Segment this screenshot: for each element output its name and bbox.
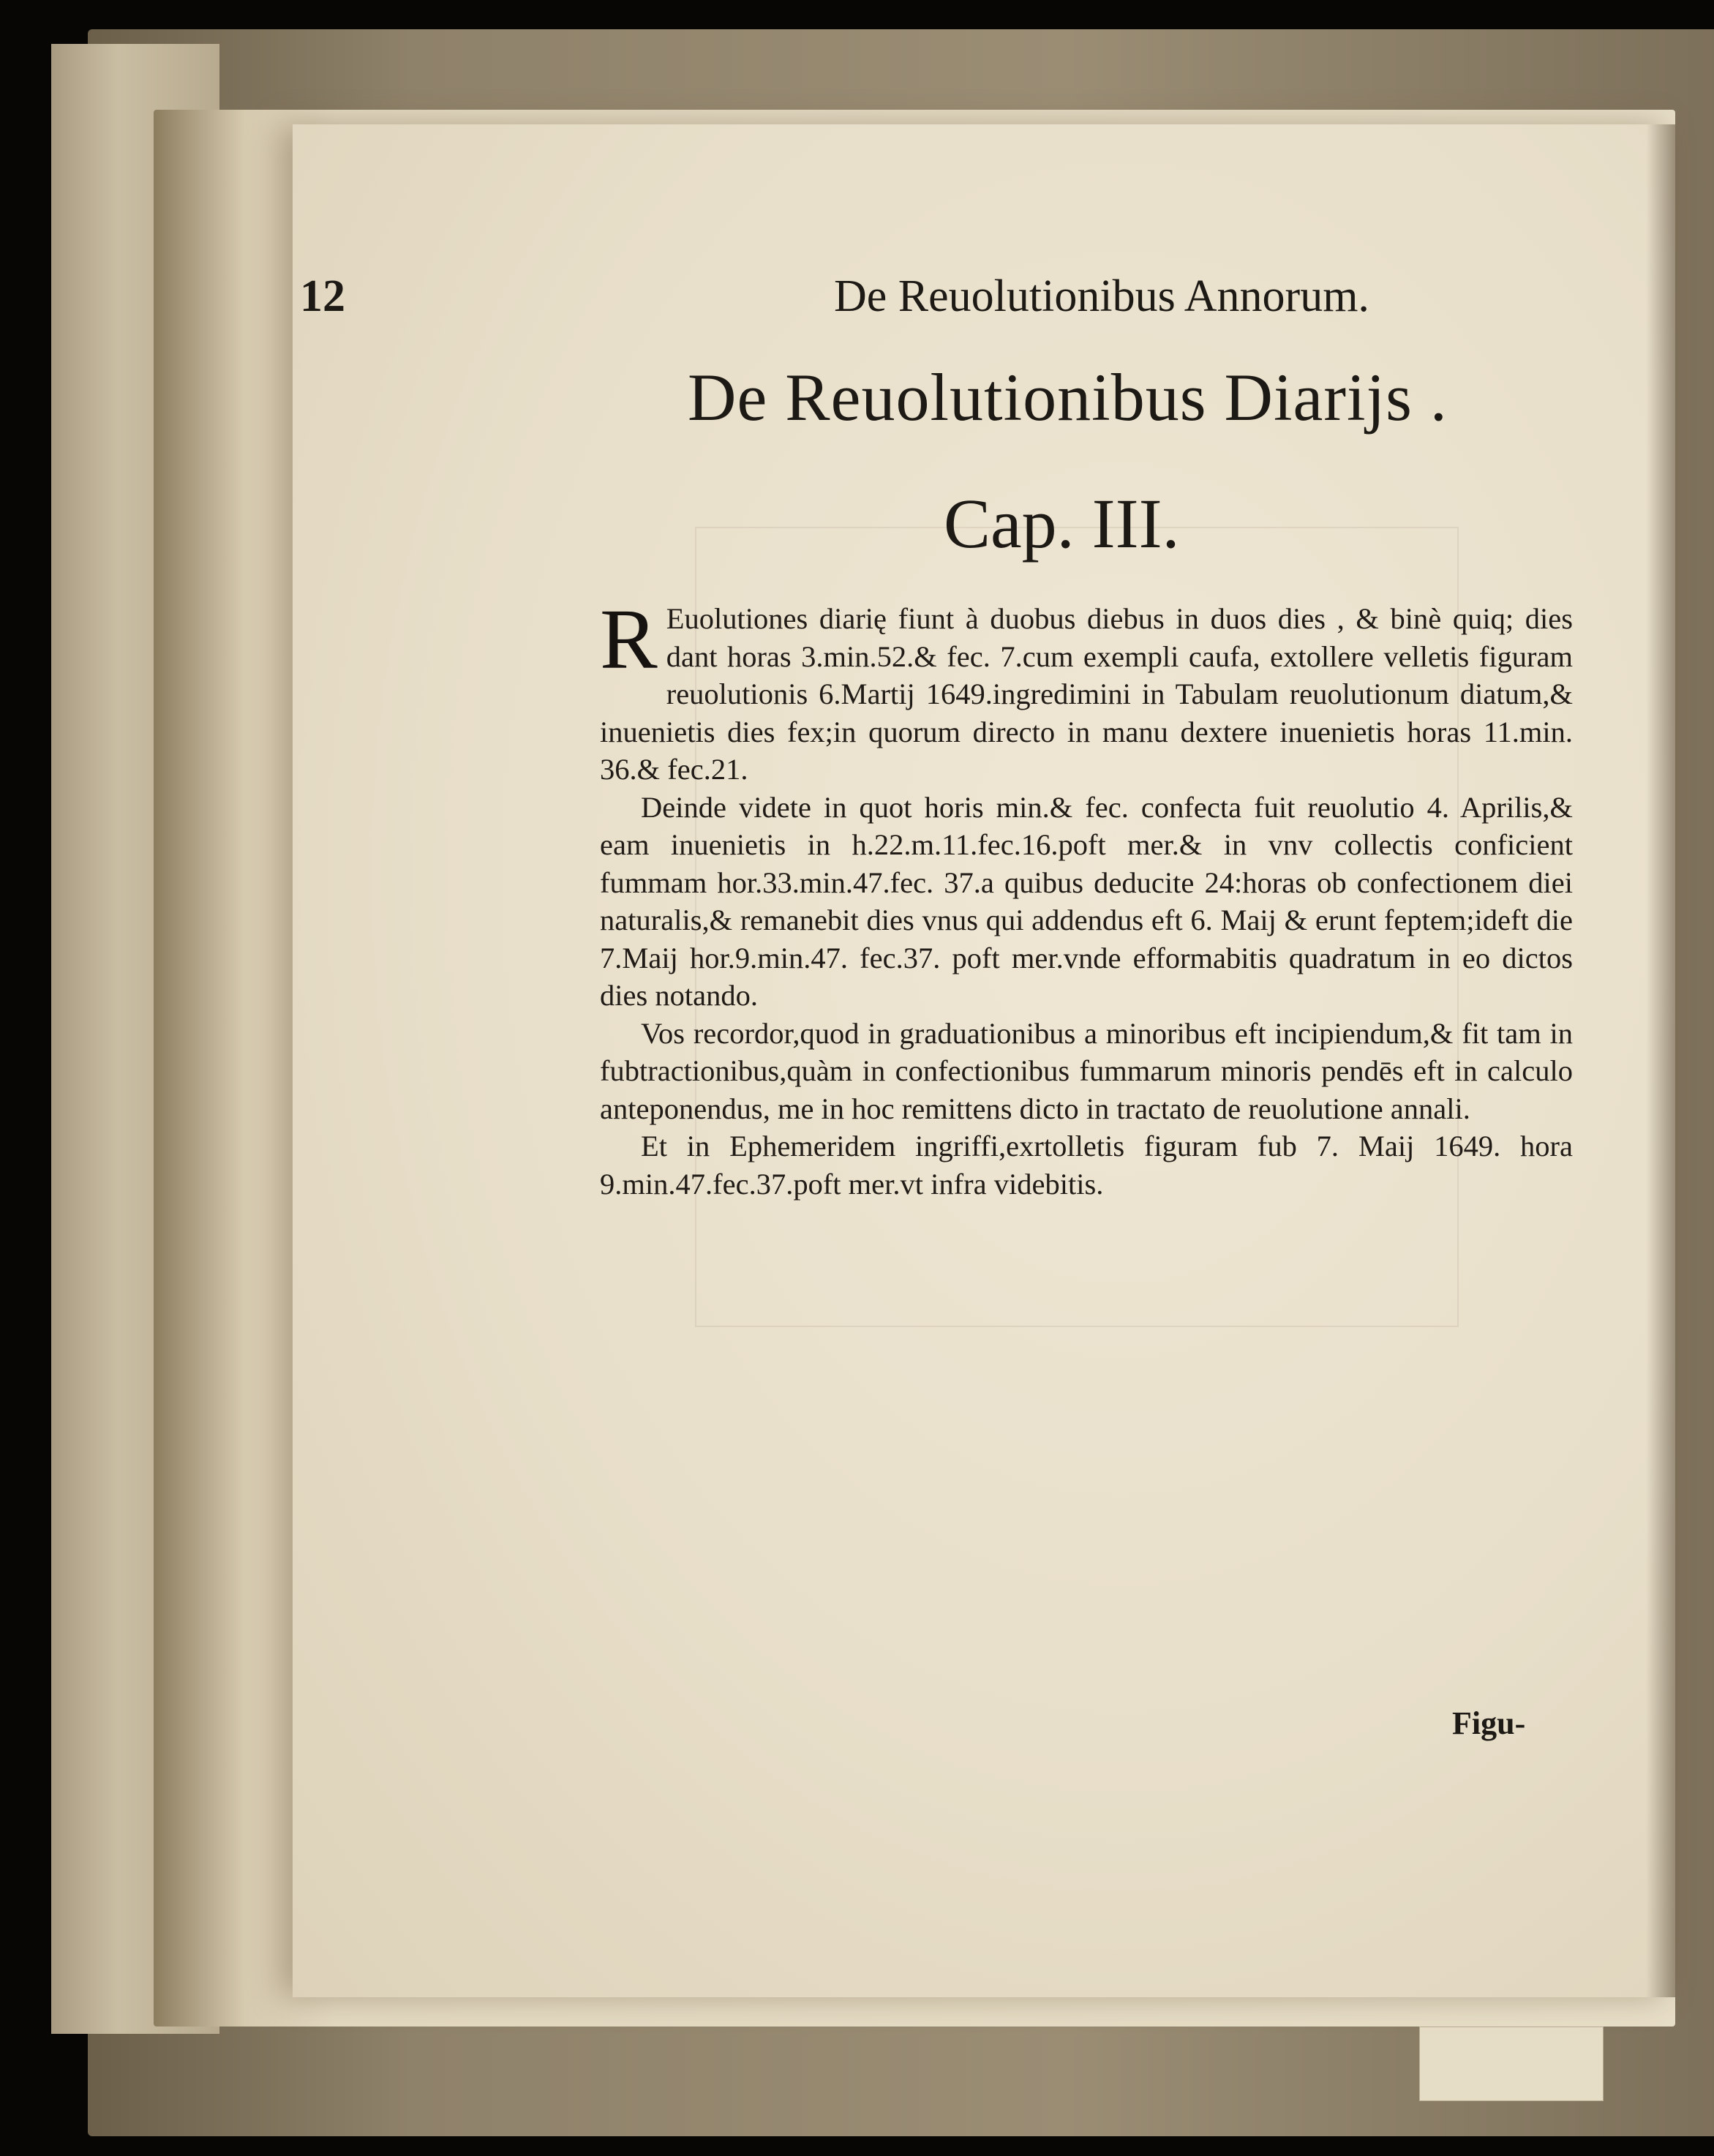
page-number: 12 — [300, 271, 345, 321]
catchword: Figu- — [1452, 1705, 1526, 1741]
page-gutter-shadow — [1646, 124, 1675, 1997]
body-text — [600, 591, 1573, 1203]
paragraph — [600, 591, 1573, 789]
paragraph: Deinde videte in quot horis min.& fec. confecta fuit reuolutio 4. Aprilis,& eam inuenietis in h.22.m.11.fec.16.poft mer.& in vnv collectis conficient fummam hor.33.min.47.fec. 37.a quibus deducite 24:horas ob confectionem diei naturalis,& remanebit dies vnus qui addendus eft 6. Maij & erunt feptem;ideft die 7.Maij hor.9.min.47. fec.37. poft mer.vnde efformabitis quadratum in eo dictos dies notando. — [600, 790, 1573, 1012]
paragraph-text: Euolutiones diarię fiunt à duobus diebus in duos dies , & binè quiq; dies dant horas 3.min.52.& fec. 7.cum exempli caufa, extollere velletis figuram reuolutionis 6.Martij 1649.ingredimini in Tabulam reuolutionum diatum,& inuenietis dies fex;in quorum directo in manu dextere inuenietis horas 11.min. 36.& fec.21. — [600, 602, 1573, 786]
section-title: De Reuolutionibus Diarijs . — [688, 360, 1448, 435]
running-head: De Reuolutionibus Annorum. — [834, 271, 1369, 321]
drop-capital: R — [600, 591, 658, 687]
chapter-heading: Cap. III. — [944, 484, 1180, 563]
paragraph: Et in Ephemeridem ingriffi,exrtolletis figuram fub 7. Maij 1649. hora 9.min.47.fec.37.poft mer.vt infra videbitis. — [600, 1130, 1573, 1201]
paragraph: Vos recordor,quod in graduationibus a minoribus eft incipiendum,& fit tam in fubtractionibus,quàm in confectionibus fummarum minoris pendēs eft in calculo anteponendus, me in hoc remittens dicto in tractato de reuolutione annali. — [600, 1016, 1573, 1125]
paper-tab — [1419, 2027, 1604, 2101]
